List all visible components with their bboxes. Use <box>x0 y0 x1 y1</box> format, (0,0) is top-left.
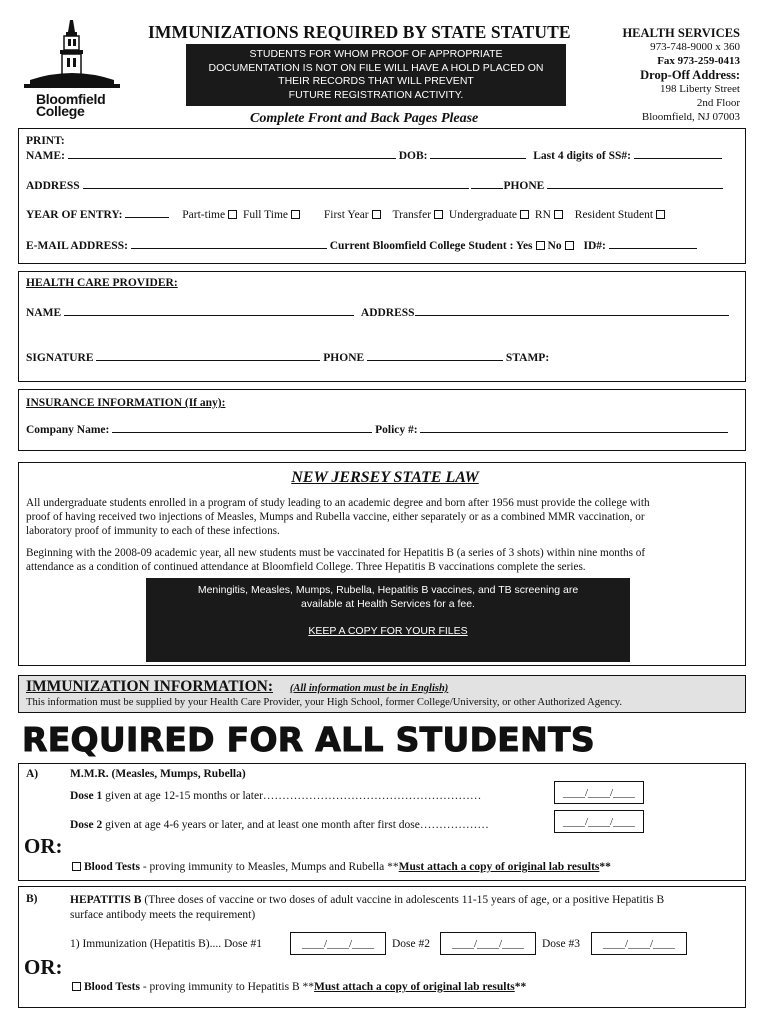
current-yes-checkbox[interactable] <box>536 241 545 250</box>
page-title: IMMUNIZATIONS REQUIRED BY STATE STATUTE <box>148 22 571 42</box>
resident-checkbox[interactable] <box>656 210 665 219</box>
supplied-note: This information must be supplied by your Health Care Provider, your High School, former College/University, or other Authorized Agency. <box>26 697 623 708</box>
hepb-dose2-label: Dose #2 <box>392 938 431 950</box>
student-name-row <box>26 150 722 162</box>
email-row <box>26 240 697 252</box>
name-label: NAME: <box>26 150 65 162</box>
blood-test-b-checkbox[interactable] <box>72 982 81 991</box>
immunization-title-row <box>26 678 448 696</box>
company-field[interactable] <box>112 424 372 433</box>
year-entry-label: YEAR OF ENTRY: <box>26 209 123 221</box>
section-a-label: A) <box>26 768 39 780</box>
entry-row <box>26 209 668 221</box>
mmr-title: M.M.R. (Measles, Mumps, Rubella) <box>70 768 246 780</box>
phone-field[interactable] <box>547 180 723 189</box>
law-title: NEW JERSEY STATE LAW <box>291 469 479 486</box>
option-transfer: Transfer <box>392 209 432 221</box>
option-first-year: First Year <box>323 209 369 221</box>
option-rn: RN <box>534 209 551 221</box>
hepb-dose3-date[interactable]: ____/____/____ <box>591 932 687 955</box>
fee-notice: Meningitis, Measles, Mumps, Rubella, Hepatitis B vaccines, and TB screening are available at Health Services for a fee. KEEP A COPY FOR YOUR FILES <box>146 578 630 662</box>
hold-notice: STUDENTS FOR WHOM PROOF OF APPROPRIATE DOCUMENTATION IS NOT ON FILE WILL HAVE A HOLD PLACED ON THEIR RECORDS THAT WILL PREVENT FUTURE REGISTRATION ACTIVITY. <box>186 44 566 106</box>
mmr-dose1-date[interactable]: ____/____/____ <box>554 781 644 804</box>
phone-label: PHONE <box>503 180 545 192</box>
print-label: PRINT: <box>26 135 65 147</box>
ssn-field[interactable] <box>634 150 722 159</box>
email-label: E-MAIL ADDRESS: <box>26 240 128 252</box>
stamp-label: STAMP: <box>505 352 550 364</box>
college-logo <box>22 18 122 119</box>
id-field[interactable] <box>609 240 697 249</box>
option-undergraduate: Undergraduate <box>448 209 518 221</box>
signature-label: SIGNATURE <box>26 352 94 364</box>
insurance-title: INSURANCE INFORMATION (If any): <box>26 397 226 409</box>
part-time-checkbox[interactable] <box>228 210 237 219</box>
blood-test-a-checkbox[interactable] <box>72 862 81 871</box>
subtitle: Complete Front and Back Pages Please <box>250 111 479 126</box>
current-student-label: Current Bloomfield College Student : Yes <box>329 240 533 252</box>
option-resident: Resident Student <box>574 209 654 221</box>
provider-signature-row <box>26 352 549 364</box>
law-paragraph-2: Beginning with the 2008-09 academic year, all new students must be vaccinated for Hepatitis B (a series of 3 shots) within nine months of attendance as a condition of continued attendance at Bloomfield College. Three Hepatitis B vaccinations complete the series. <box>26 547 646 573</box>
year-entry-field[interactable] <box>125 209 169 218</box>
dob-field[interactable] <box>430 150 526 159</box>
id-label: ID#: <box>583 240 606 252</box>
ssn-label: Last 4 digits of SS#: <box>533 150 631 162</box>
current-no-checkbox[interactable] <box>565 241 574 250</box>
english-note: (All information must be in English) <box>289 683 449 694</box>
provider-address-field[interactable] <box>415 307 729 316</box>
option-full-time: Full Time <box>242 209 289 221</box>
first-year-checkbox[interactable] <box>372 210 381 219</box>
rn-checkbox[interactable] <box>554 210 563 219</box>
hepb-dose3-label: Dose #3 <box>542 938 581 950</box>
undergraduate-checkbox[interactable] <box>520 210 529 219</box>
blood-test-b-row: Blood Tests - proving immunity to Hepatitis B **Must attach a copy of original lab results** <box>72 981 526 993</box>
hepb-dose1-label: 1) Immunization (Hepatitis B).... Dose #1 <box>70 938 262 950</box>
law-paragraph-1: All undergraduate students enrolled in a program of study leading to an academic degree and born after 1956 must provide the college with proof of having received two injections of Measles, Mumps and Rubella vaccine, either separately or as a combined MMR vaccination, or laboratory proof of immunity to each of these infections. <box>26 497 650 537</box>
provider-name-field[interactable] <box>64 307 354 316</box>
address-field-2[interactable] <box>471 180 503 189</box>
immunization-title: IMMUNIZATION INFORMATION: <box>26 678 273 695</box>
address-field[interactable] <box>83 180 469 189</box>
address-label: ADDRESS <box>26 180 80 192</box>
no-label: No <box>547 240 562 252</box>
full-time-checkbox[interactable] <box>291 210 300 219</box>
dob-label: DOB: <box>398 150 428 162</box>
hepb-dose2-date[interactable]: ____/____/____ <box>440 932 536 955</box>
email-field[interactable] <box>131 240 327 249</box>
mmr-dose2-row: Dose 2 given at age 4-6 years or later, and at least one month after first dose……………… <box>70 819 489 831</box>
option-part-time: Part-time <box>182 209 226 221</box>
mmr-dose2-date[interactable]: ____/____/____ <box>554 810 644 833</box>
required-banner: REQUIRED FOR ALL STUDENTS <box>22 720 595 759</box>
logo-text: Bloomfield College <box>36 91 106 119</box>
keep-copy-notice: KEEP A COPY FOR YOUR FILES <box>308 625 468 637</box>
company-label: Company Name: <box>26 424 110 436</box>
provider-title: HEALTH CARE PROVIDER: <box>26 277 178 289</box>
hepb-dose1-date[interactable]: ____/____/____ <box>290 932 386 955</box>
or-label-b: OR: <box>24 955 63 979</box>
name-field[interactable] <box>68 150 396 159</box>
or-label-a: OR: <box>24 834 63 858</box>
transfer-checkbox[interactable] <box>434 210 443 219</box>
provider-name-label: NAME <box>26 307 62 319</box>
blood-test-a-row: Blood Tests - proving immunity to Measles, Mumps and Rubella **Must attach a copy of original lab results** <box>72 861 611 873</box>
hepb-description: HEPATITIS B (Three doses of vaccine or two doses of adult vaccine in adolescents 11-15 years of age, or a positive Hepatitis B surface antibody meets the requirement) <box>70 894 665 921</box>
policy-field[interactable] <box>420 424 728 433</box>
provider-name-row <box>26 307 729 319</box>
signature-field[interactable] <box>96 352 320 361</box>
provider-phone-field[interactable] <box>367 352 503 361</box>
provider-phone-label: PHONE <box>323 352 365 364</box>
tower-icon <box>22 18 122 90</box>
insurance-row <box>26 424 728 436</box>
address-row <box>26 180 723 192</box>
mmr-dose1-row: Dose 1 given at age 12-15 months or later………………………………………………… <box>70 790 482 802</box>
policy-label: Policy #: <box>375 424 418 436</box>
health-services-info: HEALTH SERVICES 973-748-9000 x 360 Fax 973-259-0413 Drop-Off Address: 198 Liberty Street 2nd Floor Bloomfield, NJ 07003 <box>622 26 740 123</box>
section-b-label: B) <box>26 893 38 905</box>
provider-address-label: ADDRESS <box>360 307 415 319</box>
